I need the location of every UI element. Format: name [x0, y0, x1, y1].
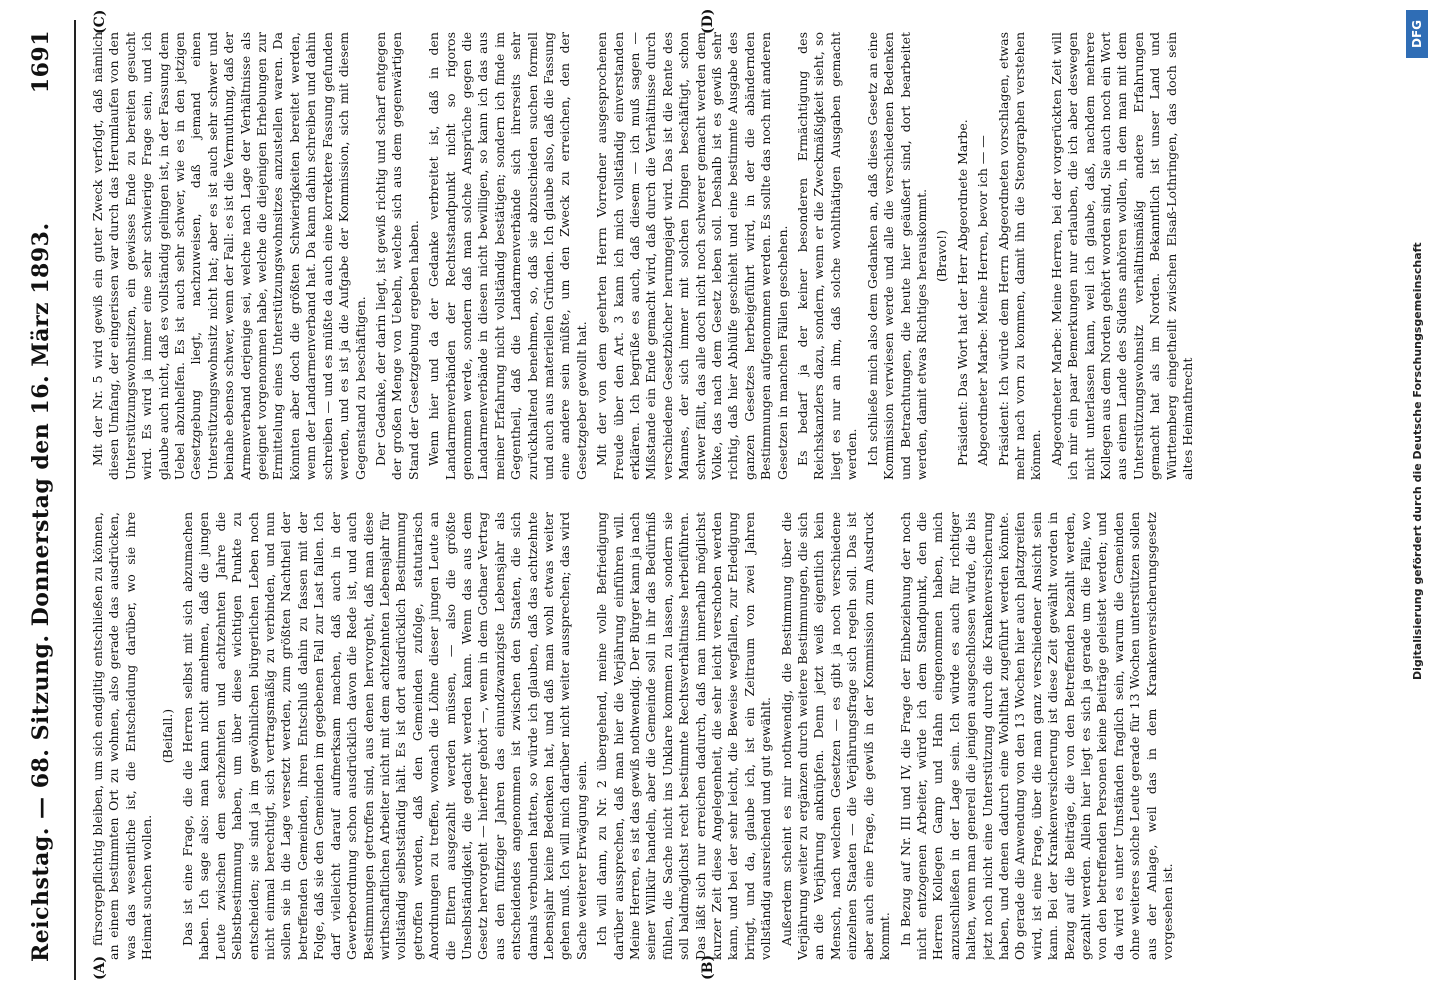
dfg-logo: DFG [1406, 10, 1428, 58]
paragraph: Wenn hier und da der Gedanke verbreitet ist, daß in den Landarmenverbänden der Rechtsstandpunkt nicht so rigoros genommen werde, sondern daß man solche Ansprüche gegen die Landarmenverbände in diesen nicht bewilligen, so kann ich das aus meiner Erfahrung nicht vollständig bestätigen; sondern ich finde im Gegentheil, daß die Landarmenverbände sich ihrerseits sehr zurückhaltend benehmen, so, daß sie abzuschieden suchen formell und auch aus materiellen Gründen. Ich glaube also, daß die Fassung eine andere sein müßte, um den Zweck zu erreichen, den der Gesetzgeber gewollt hat. [426, 32, 589, 480]
digitization-credit: Digitalisierung gefördert durch die Deutsche Forschungsgemeinschaft [1411, 242, 1424, 680]
paragraph: Mit der von dem geehrten Herrn Vorredner ausgesprochenen Freude über den Art. 3 kann ich mich vollständig einverstanden erklären. Ich begrüße es auch, daß diesem — ich muß sagen — Mißstande ein Ende gemacht wird, daß durch die Verhältnisse durch verschiedene Gesetzbücher herumgejagt wird. Das ist die Rente des Mannes, der sich immer mit solchen Dingen beschäftigt, schon schwer fällt, das alle doch nicht noch schwerer gemacht werden dem Volke, das nach dem Gesetz leben soll. Deshalb ist es gewiß sehr richtig, daß hier Abhülfe geschieht und eine bestimmte Ausgabe des ganzen Gesetzes herbeigeführt wird, in der die abändernden Bestimmungen aufgenommen werden. Es sollte das noch mit anderen Gesetzen in manchen Fällen geschehen. [594, 32, 790, 480]
paragraph: Präsident: Ich würde dem Herrn Abgeordneten vorschlagen, etwas mehr nach vorn zu kommen, damit ihn die Stenographen verstehen können. [995, 32, 1044, 480]
paragraph: Abgeordneter Marbe: Meine Herren, bevor ich — — [975, 135, 991, 466]
paragraph: Abgeordneter Marbe: Meine Herren, bei der vorgerückten Zeit will ich mir ein paar Bemerkungen nur erlauben, die ich aber deswegen nicht unterlassen kann, weil ich glaube, daß, nachdem mehrere Kollegen aus dem Norden gehört worden sind, Sie auch noch ein Wort aus einem Lande des Südens anhören wollen, in dem man mit dem Unterstützungswohnsitz verhältnismäßig andere Erfahrungen gemacht hat als im Norden. Bekanntlich ist unser Land und Württemberg eingetheilt zwischen Elsaß-Lothringen, das doch sein altes Heimathrecht [1048, 32, 1195, 480]
paragraph: Außerdem scheint es mir nothwendig, die Bestimmung über die Verjährung weiter zu ergänzen durch weitere Bestimmungen, die sich an die Verjährung anknüpfen. Denn jetzt weiß eigentlich kein Mensch, nach welchen Gesetzen — es gibt ja noch verschiedene einzelnen Staaten — die Verjährungsfrage sich regeln soll. Das ist aber auch eine Frage, die gewiß in der Kommission zum Ausdruck kommt. [778, 512, 893, 960]
paragraph: Präsident: Das Wort hat der Herr Abgeordnete Marbe. [954, 119, 970, 466]
header-rule [74, 20, 76, 980]
page-header [22, 20, 62, 980]
margin-marker-d: (D) [700, 8, 716, 34]
margin-marker-b: (B) [700, 954, 716, 980]
paragraph: fürsorgepflichtig bleiben, um sich endgiltig entschließen zu können, an einem bestimmten Ort zu wohnen, also gerade das ausdrücken, was das wesentliche ist, die Entscheidung darüber, wo sie ihre Heimat suchen wollen. [90, 512, 155, 960]
paragraph: In Bezug auf Nr. III und IV, die Frage der Einbeziehung der noch nicht entzogenen Arbeiter, würde ich dem Standpunkt, den die Herren Kollegen Gamp und Hahn eingenommen haben, mich anzuschließen in der Lage sein. Ich würde es auch für richtiger halten, wenn man generell die jenigen ausgeschlossen würde, die bis jetzt noch nicht eine Unterstützung durch die Krankenversicherung haben, und denen dadurch eine Wohlthat zugeführt werden könnte. Ob gerade die Anwendung von den 13 Wochen hier auch platzgreifen wird, ist eine Frage, über die man ganz verschiedener Ansicht sein kann. Bei der Krankenversicherung ist diese Zeit gewählt worden in Bezug auf die Beiträge, die von den Betreffenden bezahlt werden, gezahlt werden. Allein hier liegt es sich ja gerade um die Fälle, wo von den betreffenden Personen keine Beiträge geleistet werden; und da wird es unter Umständen fraglich sein, warum die Gemeinden ohne weiteres solche Leute gerade für 13 Wochen unterstützen sollen aus der Anlage, weil das in dem Krankenversicherungsgesetz vorgesehen ist. [897, 512, 1175, 960]
paragraph: Mit der Nr. 5 wird gewiß ein guter Zweck verfolgt, daß nämlich diesen Umfang, der eingerissen war durch das Herumlaufen von den Unterstützungswohnsitzen, ein gewisses Ende zu bereiten gesucht wird. Es wird ja immer eine sehr schwierige Frage sein, und ich glaube auch nicht, daß es vollständig gelingen ist, in der Fassung dem Uebel abzuhelfen. Es ist auch sehr schwer, wie es in den jetzigen Gesetzgebung liegt, nachzuweisen, daß jemand einen Unterstützungswohnsitz nicht hat; aber es ist auch sehr schwer und beinahe ebenso schwer, wenn der Fall: es ist die Vermuthung, daß der Armenverband derjenige sei, welche nach Lage der Verhältnisse als geeignet vorgenommen habe, welche die diejenigen Erhebungen zur Ermittelung eines Unterstützungswohnsitzes anzustellen waren. Da könnten aber doch die größten Schwierigkeiten bereitet werden, wenn der Landarmenverband hat. Da kann dahin schreiben und dahin schreiben — und es müßte da auch eine korrektere Fassung gefunden werden, und es ist ja die Aufgabe der Kommission, sich mit diesem Gegenstand zu beschäftigen. [90, 32, 368, 480]
right-column [90, 32, 1292, 480]
paragraph: Das ist eine Frage, die die Herren selbst mit sich abzumachen haben. Ich sage also: man kann nicht annehmen, daß die jungen Leute zwischen dem sechzehnten und achtzehnten Jahre die Selbstbestimmung haben, um über diese wichtigen Punkte zu entscheiden; sie sind ja im gewöhnlichen bürgerlichen Leben noch nicht einmal berechtigt, sich vertragsmäßig zu verbinden, und nun sollen sie in die Lage versetzt werden, zum größten Nachtheil der betreffenden Gemeinden, ihren Entschluß dahin zu fassen mit der Folge, daß sie den Gemeinden im gegebenen Fall zur Last fallen. Ich darf vielleicht darauf aufmerksam machen, daß auch in der Gewerbeordnung schon ausdrücklich davon die Rede ist, und auch Bestimmungen getroffen sind, aus denen hervorgeht, daß man diese wirthschaftlichen Arbeiter nicht mit dem achtzehnten Lebensjahr für vollständig selbstständig hält. Es ist dort ausdrücklich Bestimmung getroffen worden, daß den Gemeinden zufolge, statutarisch Anordnungen zu treffen, wonach die Löhne dieser jungen Leute an die Eltern ausgezahlt werden müssen, — also die größte Unselbständigkeit, die gedacht werden kann. Wenn das aus dem Gesetz hervorgeht — hierher gehört —, wenn in dem Gothaer Vertrag aus den fünfziger Jahren das einundzwanzigste Lebensjahr als entscheidendes angenommen ist zwischen den Staaten, die sich damals verbunden hatten, so würde ich glauben, daß das achtzehnte Lebensjahr keine Bedenken hat, und daß man wohl etwas weiter gehen muß. Ich will mich darüber nicht weiter aussprechen; das wird Sache weiterer Erwägung sein. [180, 512, 589, 960]
paragraph: Ich will dann, zu Nr. 2 übergehend, meine volle Befriedigung darüber aussprechen, daß man hier die Verjährung einführen will. Meine Herren, es ist das gewiß nothwendig. Der Bürger kann ja nach seiner Willkür handeln, aber die Gemeinde soll in ihr das Bedürfniß fühlen, die Sache nicht ins Unklare kommen zu lassen, sondern sie soll baldmöglichst recht bestimmte Rechtsverhältnisse herbeiführen. Das läßt sich nur erreichen dadurch, daß man innerhalb möglichst kurzer Zeit diese Angelegenheit, die sehr leicht verschoben werden kann, und bei der sehr leicht, die Beweise wegfallen, zur Erledigung bringt, und da, glaube ich, ist ein Zeitraum von zwei Jahren vollständig ausreichend und gut gewählt. [594, 512, 774, 960]
paragraph: Es bedarf ja der keiner besonderen Ermächtigung des Reichskanzlers dazu, sondern, wenn er die Zweckmäßigkeit sieht, so liegt es nur an ihm, daß solche wohlthätigen Ausgaben gemacht werden. [795, 32, 860, 480]
paragraph: Ich schließe mich also dem Gedanken an, daß dieses Gesetz an eine Kommission verwiesen werde und alle die verschiedenen Bedenken und Betrachtungen, die heute hier geäußert sind, dort bearbeitet werden, damit etwas Richtiges herauskommt. [864, 32, 929, 480]
margin-marker-c: (C) [92, 9, 108, 34]
page-number: 1691 [28, 30, 54, 94]
margin-marker-a: (A) [92, 955, 108, 980]
paragraph: (Bravo!) [934, 230, 950, 282]
paragraph: (Beifall.) [159, 708, 175, 764]
left-column [90, 512, 1292, 960]
paragraph: Der Gedanke, der darin liegt, ist gewiß richtig und scharf entgegen der großen Menge von Uebeln, welche sich aus dem gegenwärtigen Stand der Gesetzgebung ergeben haben. [372, 32, 421, 480]
running-title: Reichstag. — 68. Sitzung. Donnerstag den 16. März 1893. [28, 222, 54, 962]
